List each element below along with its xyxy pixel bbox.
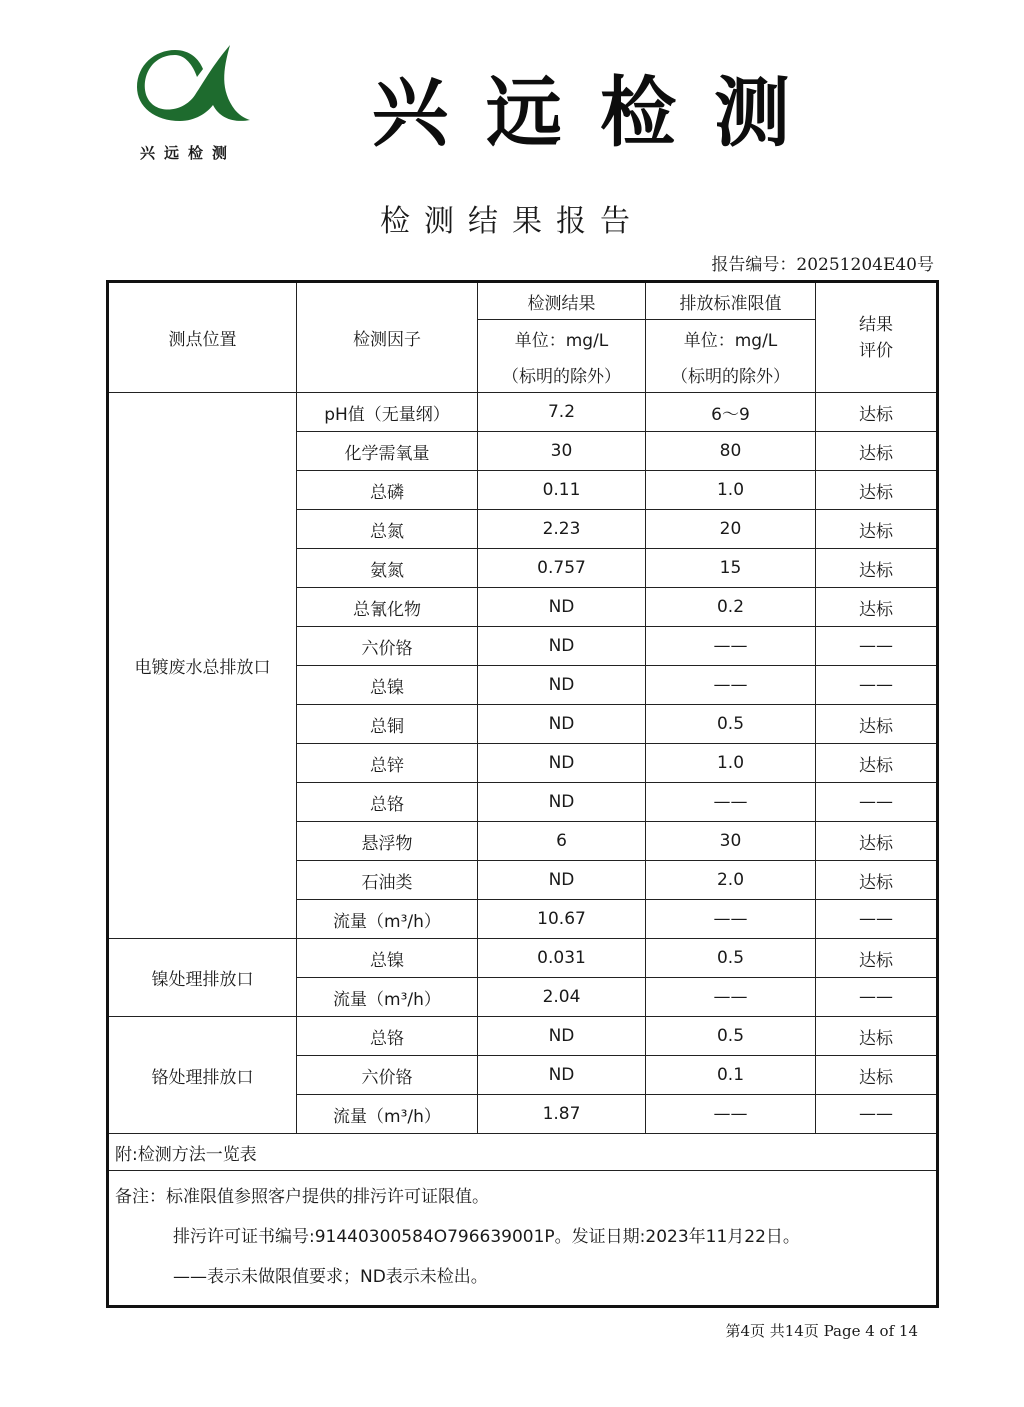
eval-cell: —— bbox=[816, 978, 938, 1017]
logo-caption: 兴远检测 bbox=[140, 144, 237, 162]
result-cell: 0.757 bbox=[478, 549, 646, 588]
factor-cell: 石油类 bbox=[297, 861, 478, 900]
limit-cell: 20 bbox=[646, 510, 816, 549]
factor-cell: 流量（m³/h） bbox=[297, 1095, 478, 1134]
factor-cell: 总铬 bbox=[297, 1017, 478, 1056]
result-cell: 2.23 bbox=[478, 510, 646, 549]
company-name: 兴远检测 bbox=[372, 68, 828, 157]
eval-cell: 达标 bbox=[816, 822, 938, 861]
eval-cell: 达标 bbox=[816, 1056, 938, 1095]
eval-cell: 达标 bbox=[816, 1017, 938, 1056]
result-cell: ND bbox=[478, 705, 646, 744]
result-cell: 10.67 bbox=[478, 900, 646, 939]
factor-cell: 化学需氧量 bbox=[297, 432, 478, 471]
eval-cell: —— bbox=[816, 627, 938, 666]
factor-cell: 总锌 bbox=[297, 744, 478, 783]
result-cell: ND bbox=[478, 588, 646, 627]
table-row bbox=[108, 939, 938, 978]
eval-cell: —— bbox=[816, 666, 938, 705]
header-location: 测点位置 bbox=[108, 282, 297, 393]
limit-cell: 0.5 bbox=[646, 939, 816, 978]
eval-cell: —— bbox=[816, 900, 938, 939]
limit-cell: 0.5 bbox=[646, 705, 816, 744]
factor-cell: 总氰化物 bbox=[297, 588, 478, 627]
header-result-unit: 单位：mg/L bbox=[478, 320, 646, 357]
result-cell: 7.2 bbox=[478, 393, 646, 432]
result-cell: ND bbox=[478, 666, 646, 705]
factor-cell: 悬浮物 bbox=[297, 822, 478, 861]
remark-line-2: 排污许可证书编号:91440300584O796639001P。发证日期:2023年11月22日。 bbox=[173, 1227, 800, 1247]
eval-cell: 达标 bbox=[816, 549, 938, 588]
result-cell: ND bbox=[478, 744, 646, 783]
factor-cell: 六价铬 bbox=[297, 1056, 478, 1095]
eval-cell: 达标 bbox=[816, 939, 938, 978]
limit-cell: 0.5 bbox=[646, 1017, 816, 1056]
result-cell: 1.87 bbox=[478, 1095, 646, 1134]
eval-cell: 达标 bbox=[816, 471, 938, 510]
result-cell: ND bbox=[478, 861, 646, 900]
company-logo bbox=[135, 35, 250, 125]
location-cell: 电镀废水总排放口 bbox=[108, 393, 297, 939]
eval-cell: —— bbox=[816, 783, 938, 822]
factor-cell: 总镍 bbox=[297, 939, 478, 978]
header-result-unit-note: （标明的除外） bbox=[478, 356, 646, 393]
eval-cell: 达标 bbox=[816, 861, 938, 900]
result-cell: ND bbox=[478, 627, 646, 666]
eval-cell: 达标 bbox=[816, 510, 938, 549]
result-cell: ND bbox=[478, 783, 646, 822]
eval-cell: 达标 bbox=[816, 705, 938, 744]
report-number: 报告编号：20251204E40号 bbox=[711, 255, 934, 275]
limit-cell: —— bbox=[646, 627, 816, 666]
header-limit-unit: 单位：mg/L bbox=[646, 320, 816, 357]
factor-cell: 总铜 bbox=[297, 705, 478, 744]
remark-line-3: ——表示未做限值要求；ND表示未检出。 bbox=[173, 1267, 488, 1287]
factor-cell: 总磷 bbox=[297, 471, 478, 510]
result-cell: 6 bbox=[478, 822, 646, 861]
eval-cell: 达标 bbox=[816, 393, 938, 432]
limit-cell: 6～9 bbox=[646, 393, 816, 432]
eval-cell: 达标 bbox=[816, 432, 938, 471]
factor-cell: 流量（m³/h） bbox=[297, 900, 478, 939]
location-cell: 铬处理排放口 bbox=[108, 1017, 297, 1134]
header-evaluation: 结果 评价 bbox=[816, 282, 938, 393]
eval-cell: 达标 bbox=[816, 744, 938, 783]
result-cell: ND bbox=[478, 1056, 646, 1095]
limit-cell: 0.2 bbox=[646, 588, 816, 627]
limit-cell: 1.0 bbox=[646, 744, 816, 783]
results-table bbox=[106, 280, 939, 1308]
result-cell: 2.04 bbox=[478, 978, 646, 1017]
result-cell: ND bbox=[478, 1017, 646, 1056]
limit-cell: —— bbox=[646, 666, 816, 705]
page-footer: 第4页 共14页 Page 4 of 14 bbox=[725, 1322, 918, 1340]
factor-cell: 总镍 bbox=[297, 666, 478, 705]
header-limit: 排放标准限值 bbox=[646, 282, 816, 320]
limit-cell: 2.0 bbox=[646, 861, 816, 900]
eval-cell: —— bbox=[816, 1095, 938, 1134]
location-cell: 镍处理排放口 bbox=[108, 939, 297, 1017]
factor-cell: 氨氮 bbox=[297, 549, 478, 588]
limit-cell: 1.0 bbox=[646, 471, 816, 510]
result-cell: 0.031 bbox=[478, 939, 646, 978]
table-row bbox=[108, 1017, 938, 1056]
factor-cell: pH值（无量纲） bbox=[297, 393, 478, 432]
factor-cell: 流量（m³/h） bbox=[297, 978, 478, 1017]
result-cell: 0.11 bbox=[478, 471, 646, 510]
limit-cell: —— bbox=[646, 978, 816, 1017]
limit-cell: —— bbox=[646, 783, 816, 822]
header-result: 检测结果 bbox=[478, 282, 646, 320]
header-factor: 检测因子 bbox=[297, 282, 478, 393]
limit-cell: —— bbox=[646, 1095, 816, 1134]
table-row bbox=[108, 393, 938, 432]
limit-cell: 15 bbox=[646, 549, 816, 588]
remarks bbox=[108, 1171, 938, 1307]
document-title: 检测结果报告 bbox=[380, 204, 644, 239]
limit-cell: —— bbox=[646, 900, 816, 939]
factor-cell: 总氮 bbox=[297, 510, 478, 549]
limit-cell: 30 bbox=[646, 822, 816, 861]
factor-cell: 六价铬 bbox=[297, 627, 478, 666]
limit-cell: 0.1 bbox=[646, 1056, 816, 1095]
eval-cell: 达标 bbox=[816, 588, 938, 627]
header-limit-unit-note: （标明的除外） bbox=[646, 356, 816, 393]
result-cell: 30 bbox=[478, 432, 646, 471]
factor-cell: 总铬 bbox=[297, 783, 478, 822]
limit-cell: 80 bbox=[646, 432, 816, 471]
attachment-note: 附:检测方法一览表 bbox=[108, 1134, 938, 1171]
remark-line-1: 备注：标准限值参照客户提供的排污许可证限值。 bbox=[115, 1187, 489, 1207]
